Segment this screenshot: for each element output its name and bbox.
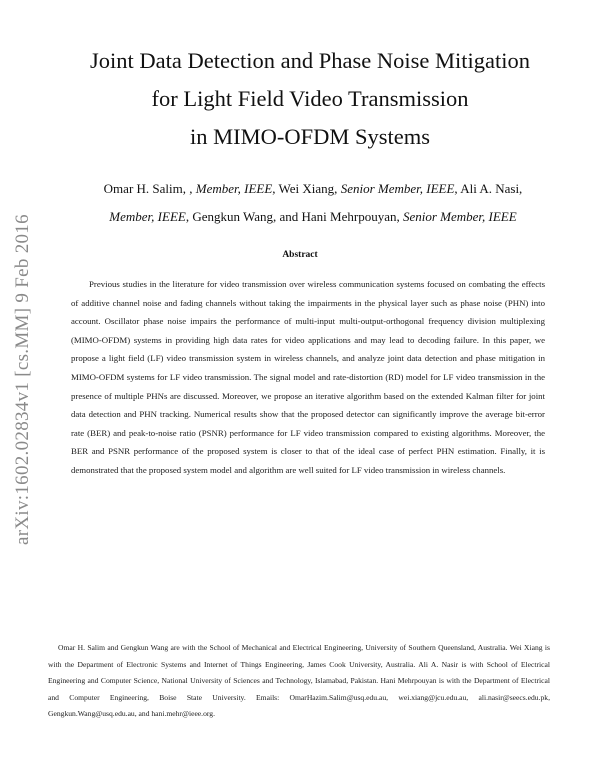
title-line-3: in MIMO-OFDM Systems — [189, 124, 431, 149]
title-line-2: for Light Field Video Transmission — [151, 86, 469, 111]
arxiv-identifier[interactable]: arXiv:1602.02834v1 [cs.MM] 9 Feb 2016 — [12, 214, 33, 545]
abstract-heading: Abstract — [282, 250, 318, 260]
author-2-role: Senior Member, IEEE — [340, 181, 455, 196]
author-4-role: Senior Member, IEEE — [402, 209, 517, 224]
paper-title — [40, 42, 580, 156]
author-list — [48, 175, 578, 231]
author-3-role: Member, IEEE — [109, 209, 186, 224]
author-2-name: , Wei Xiang, — [272, 181, 341, 196]
author-1-role: Member, IEEE — [195, 181, 273, 196]
author-3-name: , Ali A. Nasi, — [454, 181, 523, 196]
author-line-2 — [48, 203, 578, 231]
author-line-1 — [48, 175, 578, 203]
author-1-name: Omar H. Salim, , — [103, 181, 196, 196]
title-line-1: Joint Data Detection and Phase Noise Mitigation — [90, 48, 530, 73]
affiliation-footnote: Omar H. Salim and Gengkun Wang are with the School of Mechanical and Electrical Engineering, University of Southern Queensland, Australia. Wei Xiang is with the Department of Electronic Systems and Internet of Things Engineering, James Cook University, Australia. Ali A. Nasir is with School of Electrical Engineering and Computer Science, National University of Sciences and Technology, Islamabad, Pakistan. Hani Mehrpouyan is with the Department of Electrical and Computer Engineering, Boise State University. Emails: OmarHazim.Salim@usq.edu.au, wei.xiang@jcu.edu.au, ali.nasir@seecs.edu.pk, Gengkun.Wang@usq.edu.au, and hani.mehr@ieee.org. — [48, 643, 550, 718]
abstract-body: Previous studies in the literature for video transmission over wireless communication systems focused on combating the effects of additive channel noise and fading channels without taking the impairments in the physical layer such as phase noise (PHN) into account. Oscillator phase noise impairs the performance of multi-input multi-output-orthogonal frequency division multiplexing (MIMO-OFDM) systems in providing high data rates for video applications and may lead to decoding failure. In this paper, we propose a light field (LF) video transmission system in wireless channels, and analyze joint data detection and phase mitigation in MIMO-OFDM systems for LF video transmission. The signal model and rate-distortion (RD) model for LF video transmission in the presence of multiple PHNs are discussed. Moreover, we propose an iterative algorithm based on the extended Kalman filter for joint data detection and PHN tracking. Numerical results show that the proposed detector can significantly improve the average bit-error rate (BER) and peak-to-noise ratio (PSNR) performance for LF video transmission compared to existing algorithms. Moreover, the BER and PSNR performance of the proposed system is closer to that of the ideal case of perfect PHN estimation. Finally, it is demonstrated that the proposed system model and algorithm are well suited for LF video transmission in wireless channels. — [71, 279, 545, 475]
author-4-names: , Gengkun Wang, and Hani Mehrpouyan, — [185, 209, 403, 224]
